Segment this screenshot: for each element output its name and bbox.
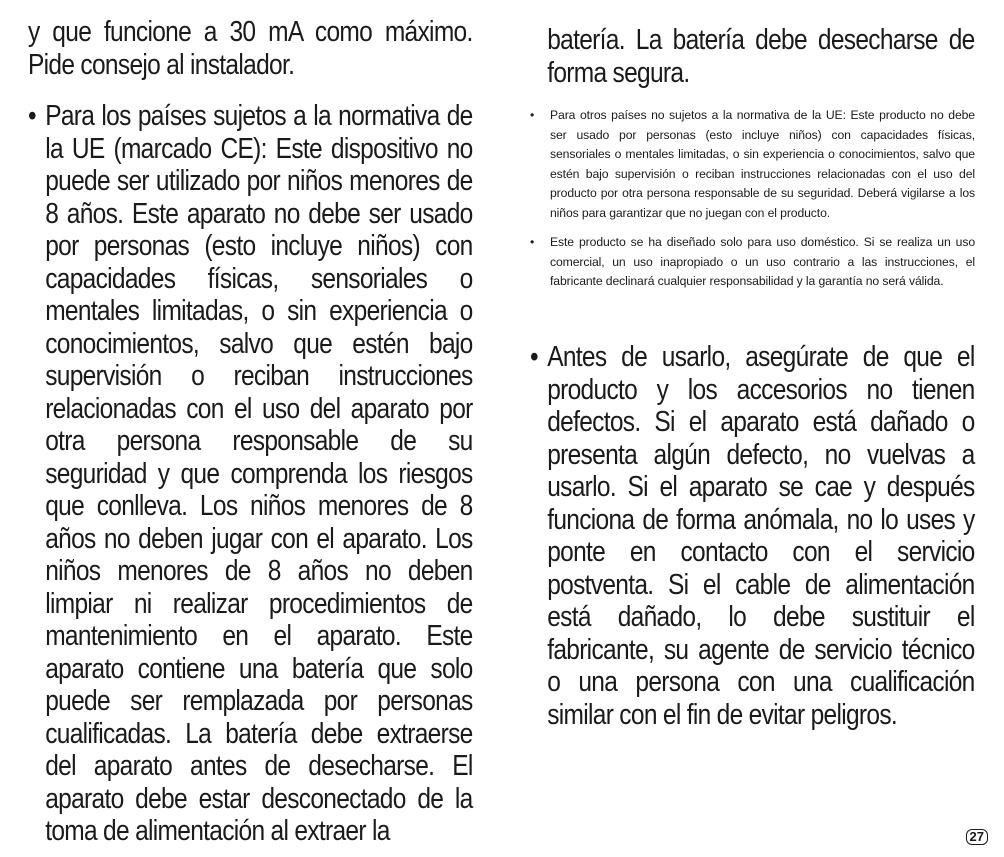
domestic-use-bullet	[530, 233, 975, 292]
bullet-marker: •	[530, 235, 535, 249]
domestic-use-text: Este producto se ha diseñado solo para uso doméstico. Si se realiza un uso comercial, un uso inapropiado o un uso contrario a las instrucciones, el fabricante declinará cualquier responsabilidad y la garantía no será válida.	[550, 235, 975, 288]
battery-continuation: batería. La batería debe desecharse de forma segura.	[547, 24, 975, 89]
pre-use-check-bullet	[530, 341, 975, 731]
page-number: 27	[966, 829, 988, 845]
bullet-marker: •	[28, 100, 36, 132]
eu-regulation-text: Para los países sujetos a la normativa de la UE (marcado CE): Este dispositivo no puede ser utilizado por niños menores de 8 años. Este aparato no debe ser usado por personas (esto incluye niños) con capacidades físicas, sensoriales o mentales limitadas, o sin experiencia o conocimientos, salvo que estén bajo supervisión o reciban instrucciones relacionadas con el uso del aparato por otra persona responsable de su seguridad y que comprenda los riesgos que conlleva. Los niños menores de 8 años no deben jugar con el aparato. Los niños menores de 8 años no deben limpiar ni realizar procedimientos de mantenimiento en el aparato. Este aparato contiene una batería que solo puede ser remplazada por personas cualificadas. La batería debe extraerse del aparato antes de desecharse. El aparato debe estar desconectado de la toma de alimentación al extraer la	[45, 100, 473, 847]
pre-use-check-block	[530, 341, 975, 731]
bullet-marker: •	[530, 341, 538, 373]
bullet-marker: •	[530, 108, 535, 122]
right-continuation-block	[530, 24, 975, 89]
intro-paragraph: y que funcione a 30 mA como máximo. Pide consejo al instalador.	[28, 16, 473, 81]
small-print-block	[530, 106, 975, 292]
non-eu-text: Para otros países no sujetos a la normativa de la UE: Este producto no debe ser usado por personas (esto incluye niños) con capacidades físicas, sensoriales o mentales limitadas, o sin experiencia o conocimientos, salvo que estén bajo supervisión o reciban instrucciones relacionadas con el uso del producto por otra persona responsable de su seguridad. Deberá vigilarse a los niños para garantizar que no juegan con el producto.	[550, 108, 975, 220]
non-eu-bullet	[530, 106, 975, 223]
pre-use-check-text: Antes de usarlo, asegúrate de que el producto y los accesorios no tienen defectos. Si el aparato está dañado o presenta algún defecto, no vuelvas a usarlo. Si el aparato se cae y después funciona de forma anómala, no lo uses y ponte en contacto con el servicio postventa. Si el cable de alimentación está dañado, lo debe sustituir el fabricante, su agente de servicio técnico o una persona con una cualificación similar con el fin de evitar peligros.	[547, 341, 975, 731]
right-column	[530, 0, 975, 731]
left-column	[28, 0, 473, 848]
left-column-text	[28, 16, 473, 848]
eu-regulation-bullet	[28, 100, 473, 848]
